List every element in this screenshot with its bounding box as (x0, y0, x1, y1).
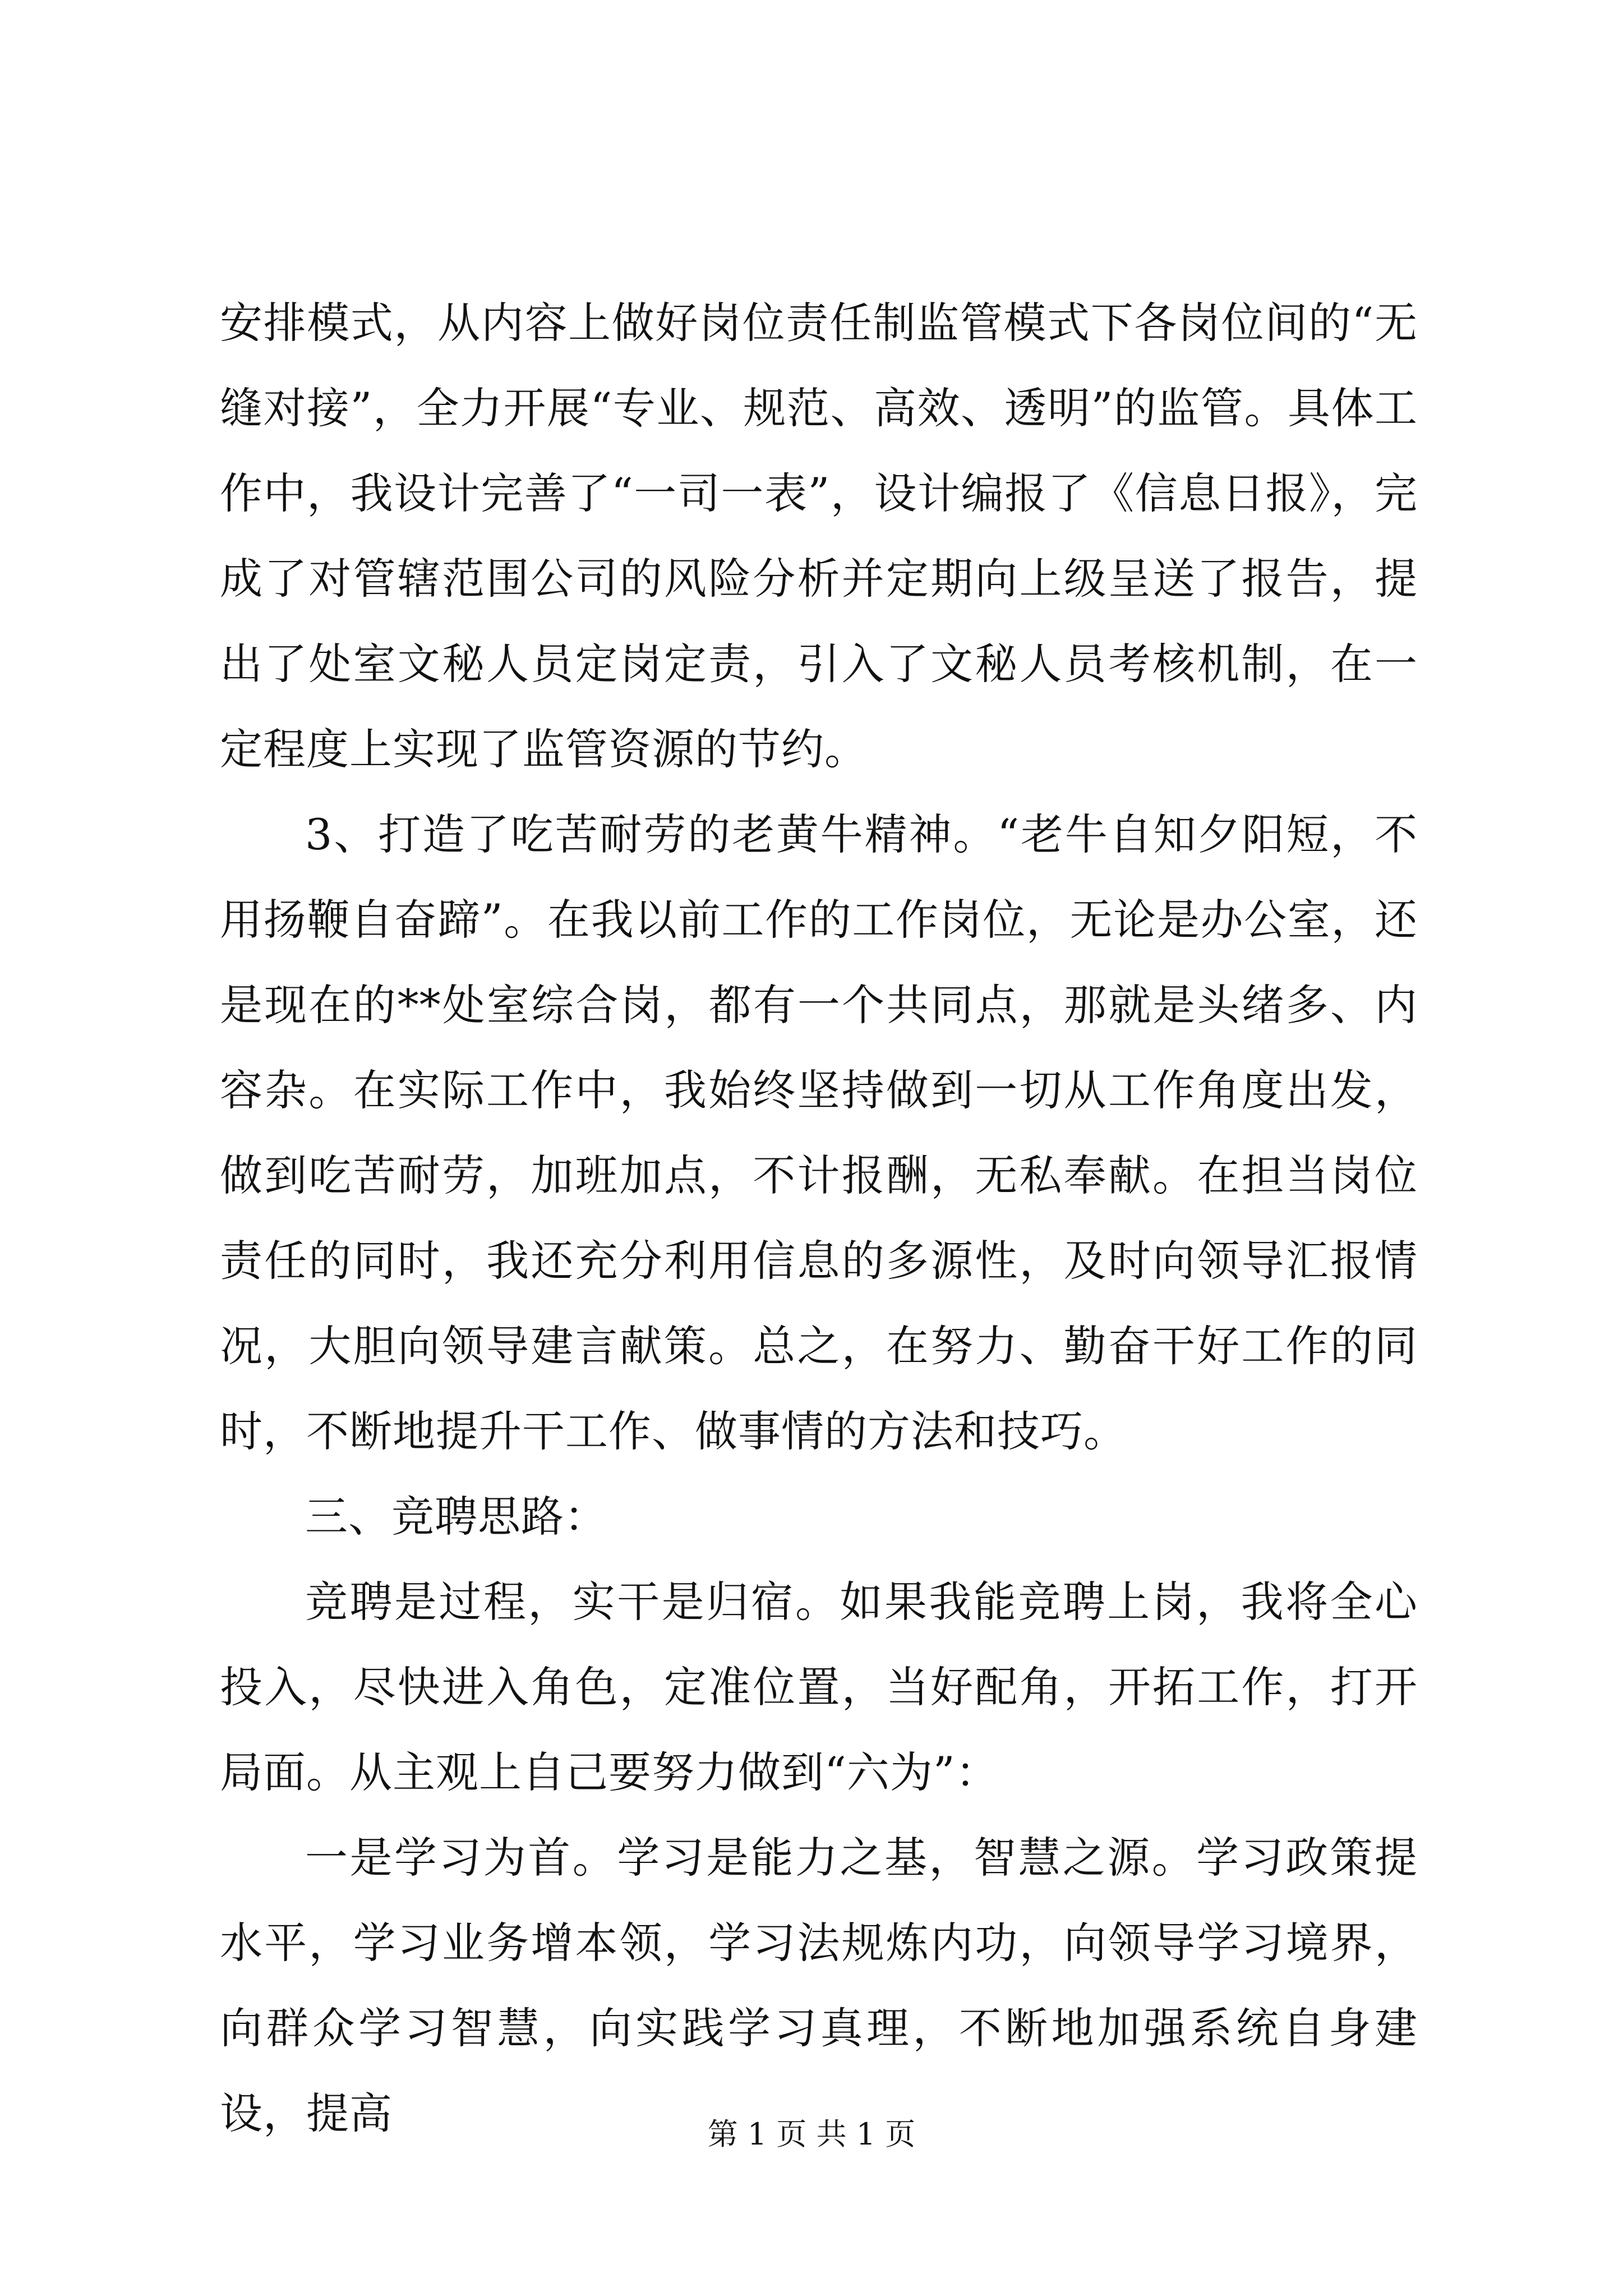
paragraph-4: 一是学习为首。学习是能力之基，智慧之源。学习政策提水平，学习业务增本领，学习法规炼内功，向领导学习境界，向群众学习智慧，向实践学习真理，不断地加强系统自身建设，提高 (220, 1833, 1418, 2138)
page-footer: 第 1 页 共 1 页 (707, 2116, 916, 2152)
document-body (220, 280, 1418, 2156)
paragraph-1: 安排模式，从内容上做好岗位责任制监管模式下各岗位间的“无缝对接”，全力开展“专业、规范、高效、透明”的监管。具体工作中，我设计完善了“一司一表”，设计编报了《信息日报》，完成了对管辖范围公司的风险分析并定期向上级呈送了报告，提出了处室文秘人员定岗定责，引入了文秘人员考核机制，在一定程度上实现了监管资源的节约。 (220, 298, 1418, 774)
paragraph-2: 3、打造了吃苦耐劳的老黄牛精神。“老牛自知夕阳短，不用扬鞭自奋蹄”。在我以前工作的工作岗位，无论是办公室，还是现在的**处室综合岗，都有一个共同点，那就是头绪多、内容杂。在实际工作中，我始终坚持做到一切从工作角度出发，做到吃苦耐劳，加班加点，不计报酬，无私奉献。在担当岗位责任的同时，我还充分利用信息的多源性，及时向领导汇报情况，大胆向领导建言献策。总之，在努力、勤奋干好工作的同时，不断地提升干工作、做事情的方法和技巧。 (220, 809, 1418, 1456)
section-heading: 三、竞聘思路： (305, 1492, 607, 1542)
paragraph-3: 竞聘是过程，实干是归宿。如果我能竞聘上岗，我将全心投入，尽快进入角色，定准位置，当好配角，开拓工作，打开局面。从主观上自己要努力做到“六为”： (220, 1577, 1418, 1797)
